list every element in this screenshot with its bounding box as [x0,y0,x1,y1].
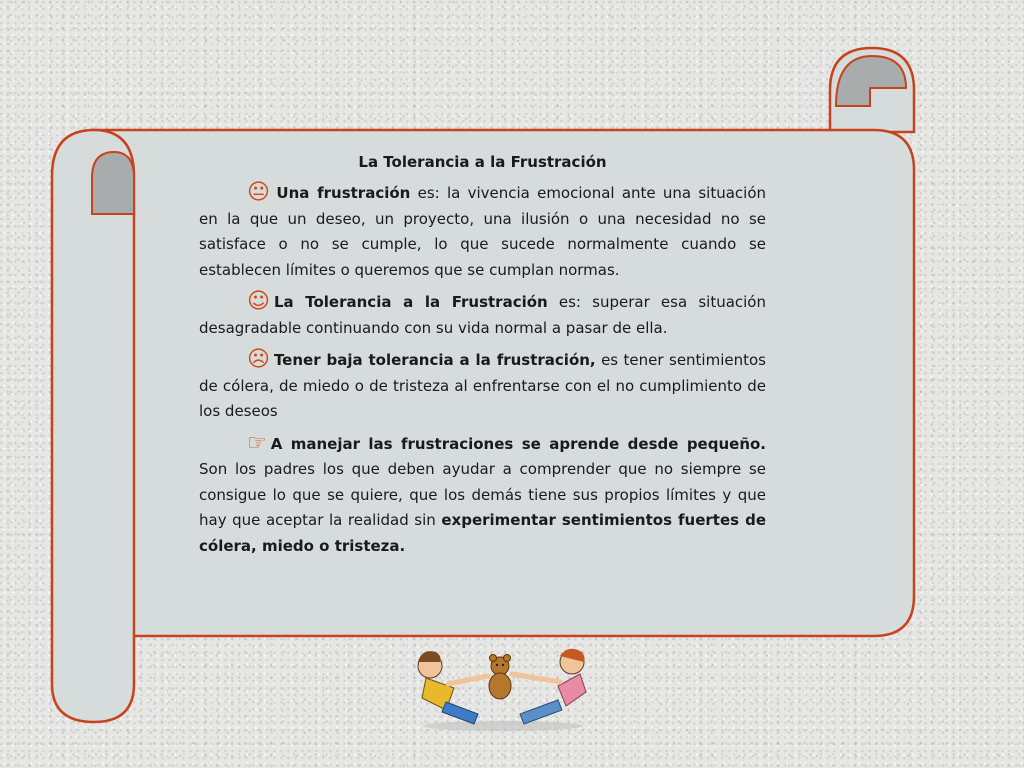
scroll-left-roll [52,130,134,722]
item-low-tolerance-text: es tener sentimientos de cólera, de miedo o de tristeza al enfrentarse con el no cumplimiento de los deseos [199,351,766,420]
item-learning [199,431,766,560]
item-tolerance-text: es: superar esa situación desagradable continuando con su vida normal a pasar de ella. [199,293,766,337]
item-low-tolerance-lead: Tener baja tolerancia a la frustración, [273,351,596,369]
smiley-face-icon: ☺ [247,289,270,314]
item-learning-text: Son los padres los que deben ayudar a comprender que no siempre se consigue lo que se quiere, que los demás tiene sus propios límites y que hay que aceptar la realidad sin [199,460,766,529]
item-tolerance-lead: La Tolerancia a la Frustración [273,293,548,311]
item-frustration-lead: Una frustración [276,184,411,202]
sad-face-icon: ☹ [247,347,270,372]
item-frustration-text: es: la vivencia emocional ante una situación en la que un deseo, un proyecto, una ilusión o una necesidad no se satisface o no se cumple, lo que sucede normalmente cuando se establecen límites o queremos que se cumplan normas. [199,184,766,279]
scroll-content [199,150,766,565]
item-learning-lead: A manejar las frustraciones se aprende desde pequeño. [270,434,766,453]
neutral-face-icon: 😐 [247,180,273,205]
item-tolerance [199,289,766,341]
pointing-hand-icon: ☞ [247,430,267,456]
item-low-tolerance [199,347,766,425]
children-tug-of-war-image [408,640,598,732]
scroll-left-curl [92,152,134,214]
item-learning-tail: experimentar sentimientos fuertes de cólera, miedo o tristeza. [199,511,767,555]
item-frustration [199,180,766,283]
page-title: La Tolerancia a la Frustración [358,153,607,171]
